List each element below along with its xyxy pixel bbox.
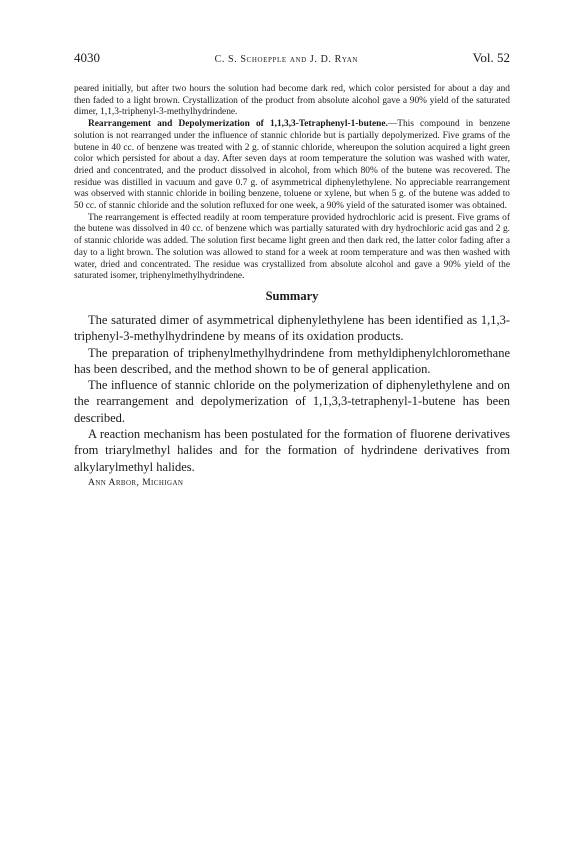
author-location: Ann Arbor, Michigan bbox=[88, 476, 184, 488]
volume-number: Vol. 52 bbox=[472, 50, 510, 65]
paragraph-heading: Rearrangement and Depolymerization of 1,1,3,3-Tetraphenyl-1-butene. bbox=[88, 119, 388, 130]
experimental-section bbox=[74, 84, 510, 283]
summary-item-4: A reaction mechanism has been postulated for the formation of fluorene derivatives from triarylmethyl halides and for the formation of hydrindene derivatives from alkylarylmethyl halides. bbox=[74, 427, 510, 474]
running-header bbox=[74, 50, 510, 70]
summary-item-2: The preparation of triphenylmethylhydrindene from methyldiphenylchloromethane has been described, and the method shown to be of general application. bbox=[74, 345, 510, 376]
journal-page bbox=[74, 50, 510, 488]
paragraph-2-text: —This compound in benzene solution is not rearranged under the influence of stannic chloride but is partially depolymerized. Five grams of the butene in 40 cc. of benzene was treated with 2 g. of stannic chloride, whereupon the solution acquired a light green color which persisted for about a day. After seven days at room temperature the solution was washed with water, dried and concentrated, and the product dissolved in alcohol, from which 80% of the butene was recovered. The residue was distilled in vacuum and gave 0.7 g. of asymmetrical diphenylethylene. No appreciable rearrangement was observed with stannic chloride in boiling benzene, toluene or xylene, but when 5 g. of the butene was added to 50 cc. of stannic chloride and the solution refluxed for one week, a 90% yield of the saturated isomer was obtained. bbox=[74, 119, 510, 212]
summary-item-1: The saturated dimer of asymmetrical diphenylethylene has been identified as 1,1,3-triphenyl-3-methylhydrindene by means of its oxidation products. bbox=[74, 312, 510, 344]
summary-item-3: The influence of stannic chloride on the polymerization of diphenylethylene and on the rearrangement and depolymerization of 1,1,3,3-tetraphenyl-1-butene has been described. bbox=[74, 378, 510, 425]
page-number: 4030 bbox=[74, 50, 100, 65]
body-paragraph-2 bbox=[74, 119, 510, 213]
summary-section bbox=[74, 312, 510, 475]
running-head-authors: C. S. Schoepple and J. D. Ryan bbox=[214, 54, 359, 65]
body-paragraph-1: peared initially, but after two hours the solution had become dark red, which color persisted for about a day and then faded to a light brown. Crystallization of the product from absolute alcohol gave a 90% yield of the saturated dimer, 1,1,3-triphenyl-3-methylhydrindene. bbox=[74, 84, 510, 118]
body-paragraph-3: The rearrangement is effected readily at room temperature provided hydrochloric acid is present. Five grams of the butene was dissolved in 40 cc. of benzene which was partially saturated with dry hydrochloric acid gas and 2 g. of stannic chloride was added. The solution first became light green and then dark red, the latter color fading after a day to a light brown. The solution was allowed to stand for a week at room temperature and was then washed with water, dried and concentrated. The residue was crystallized from absolute alcohol and gave a 90% yield of the saturated isomer, triphenylmethylhydrindene. bbox=[74, 212, 510, 282]
summary-heading: Summary bbox=[265, 288, 319, 303]
